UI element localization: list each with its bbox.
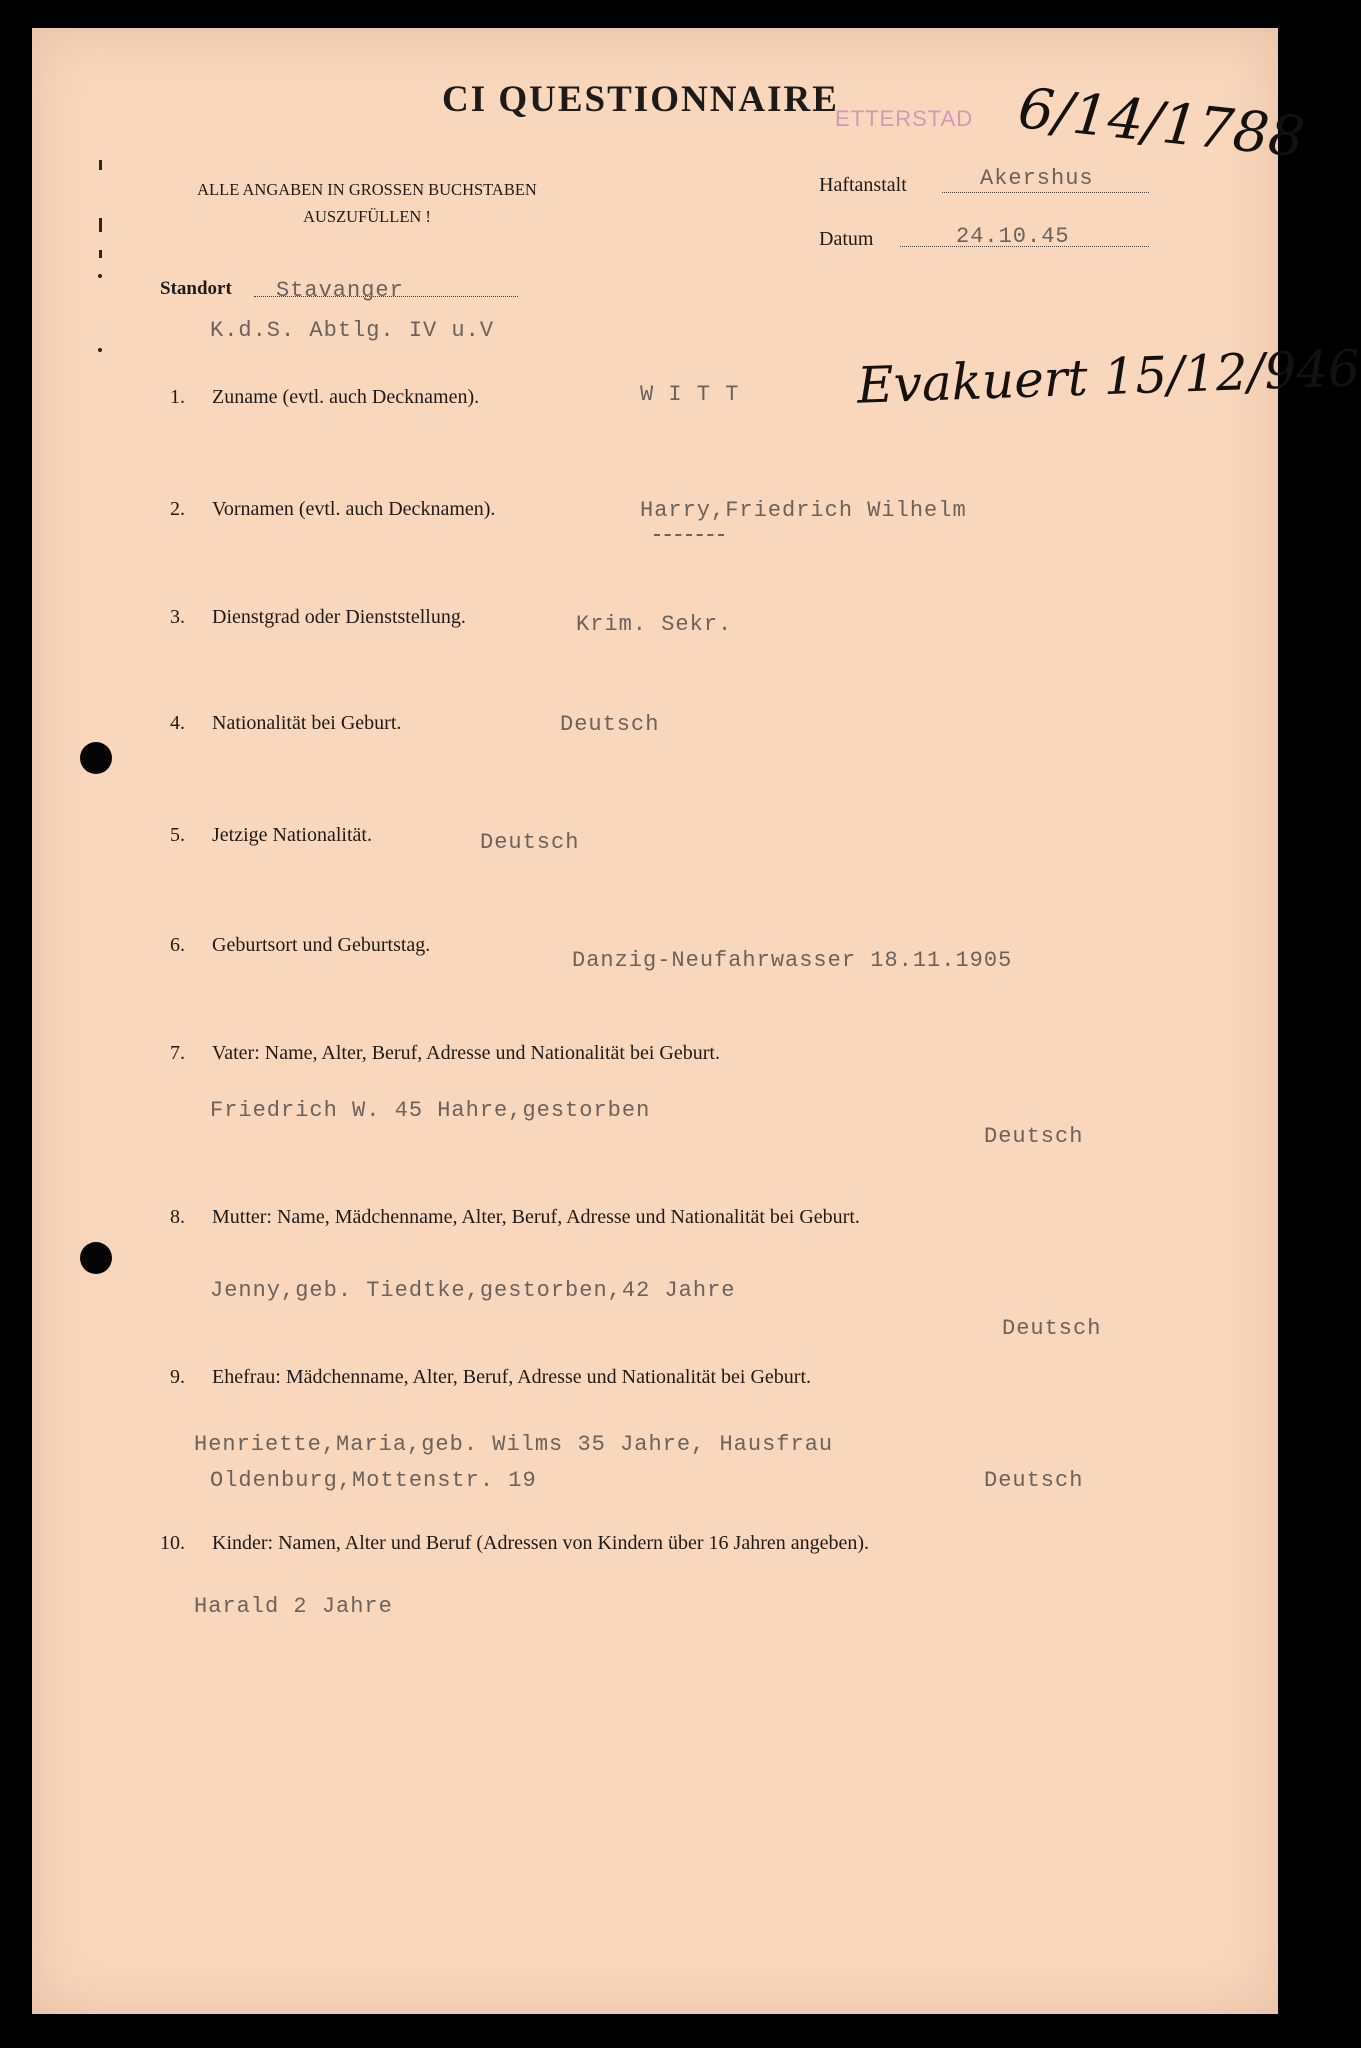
q2-underline bbox=[654, 534, 724, 536]
q1-label: Zuname (evtl. auch Decknamen). bbox=[212, 386, 480, 408]
standort-value: Stavanger bbox=[276, 278, 404, 303]
q4-number: 4. bbox=[170, 712, 185, 734]
q6-answer: Danzig-Neufahrwasser 18.11.1905 bbox=[572, 948, 1013, 973]
q10-answer: Harald 2 Jahre bbox=[194, 1594, 393, 1619]
q5-number: 5. bbox=[170, 824, 185, 846]
q4-answer: Deutsch bbox=[560, 712, 660, 737]
unit-value: K.d.S. Abtlg. IV u.V bbox=[210, 318, 495, 343]
q7-label: Vater: Name, Alter, Beruf, Adresse und Nationalität bei Geburt. bbox=[212, 1042, 720, 1064]
margin-mark bbox=[99, 250, 102, 258]
q6-label: Geburtsort und Geburtstag. bbox=[212, 934, 431, 956]
instructions-line2: AUSZUFÜLLEN ! bbox=[303, 207, 431, 226]
handwritten-annotation: Evakuert 15/12/946 bbox=[856, 339, 1361, 415]
q2-label: Vornamen (evtl. auch Decknamen). bbox=[212, 498, 496, 520]
q3-number: 3. bbox=[170, 606, 185, 628]
etterstad-stamp: ETTERSTAD bbox=[835, 106, 974, 131]
q10-number: 10. bbox=[160, 1532, 185, 1554]
haftanstalt-line bbox=[942, 192, 1149, 193]
margin-mark bbox=[99, 160, 102, 170]
margin-mark bbox=[98, 274, 102, 278]
questionnaire-page bbox=[32, 28, 1361, 2014]
datum-value: 24.10.45 bbox=[956, 224, 1070, 249]
q9-answer: Henriette,Maria,geb. Wilms 35 Jahre, Hausfrau bbox=[194, 1432, 834, 1457]
q3-label: Dienstgrad oder Dienststellung. bbox=[212, 606, 466, 628]
q2-answer: Harry,Friedrich Wilhelm bbox=[640, 498, 967, 523]
q9-label: Ehefrau: Mädchenname, Alter, Beruf, Adresse und Nationalität bei Geburt. bbox=[212, 1366, 812, 1388]
q2-number: 2. bbox=[170, 498, 185, 520]
instructions-line1: ALLE ANGABEN IN GROSSEN BUCHSTABEN bbox=[197, 180, 537, 199]
q9-number: 9. bbox=[170, 1366, 185, 1388]
q9-answer-line2: Oldenburg,Mottenstr. 19 bbox=[210, 1468, 537, 1493]
q1-answer: W I T T bbox=[640, 382, 740, 407]
q8-answer: Jenny,geb. Tiedtke,gestorben,42 Jahre bbox=[210, 1278, 736, 1303]
standort-label: Standort bbox=[160, 278, 232, 299]
margin-mark bbox=[99, 218, 102, 232]
datum-label: Datum bbox=[819, 228, 874, 250]
q10-label: Kinder: Namen, Alter und Beruf (Adressen von Kindern über 16 Jahren angeben). bbox=[212, 1532, 870, 1554]
q7-number: 7. bbox=[170, 1042, 185, 1064]
q7-answer: Friedrich W. 45 Hahre,gestorben bbox=[210, 1098, 651, 1123]
q5-label: Jetzige Nationalität. bbox=[212, 824, 372, 846]
haftanstalt-label: Haftanstalt bbox=[819, 174, 907, 196]
punch-hole-bottom bbox=[80, 1242, 112, 1274]
q8-nationality: Deutsch bbox=[1002, 1316, 1102, 1341]
q6-number: 6. bbox=[170, 934, 185, 956]
q3-answer: Krim. Sekr. bbox=[576, 612, 733, 637]
q4-label: Nationalität bei Geburt. bbox=[212, 712, 402, 734]
haftanstalt-value: Akershus bbox=[980, 166, 1094, 191]
margin-mark bbox=[98, 348, 102, 352]
instructions bbox=[162, 176, 572, 230]
punch-hole-top bbox=[80, 742, 112, 774]
q8-label: Mutter: Name, Mädchenname, Alter, Beruf, Adresse und Nationalität bei Geburt. bbox=[212, 1206, 860, 1228]
q9-nationality: Deutsch bbox=[984, 1468, 1084, 1493]
q7-nationality: Deutsch bbox=[984, 1124, 1084, 1149]
q1-number: 1. bbox=[170, 386, 185, 408]
page-title: CI QUESTIONNAIRE bbox=[442, 79, 839, 120]
q8-number: 8. bbox=[170, 1206, 185, 1228]
handwritten-reference-number: 6/14/1788 bbox=[1015, 76, 1308, 171]
q5-answer: Deutsch bbox=[480, 830, 580, 855]
